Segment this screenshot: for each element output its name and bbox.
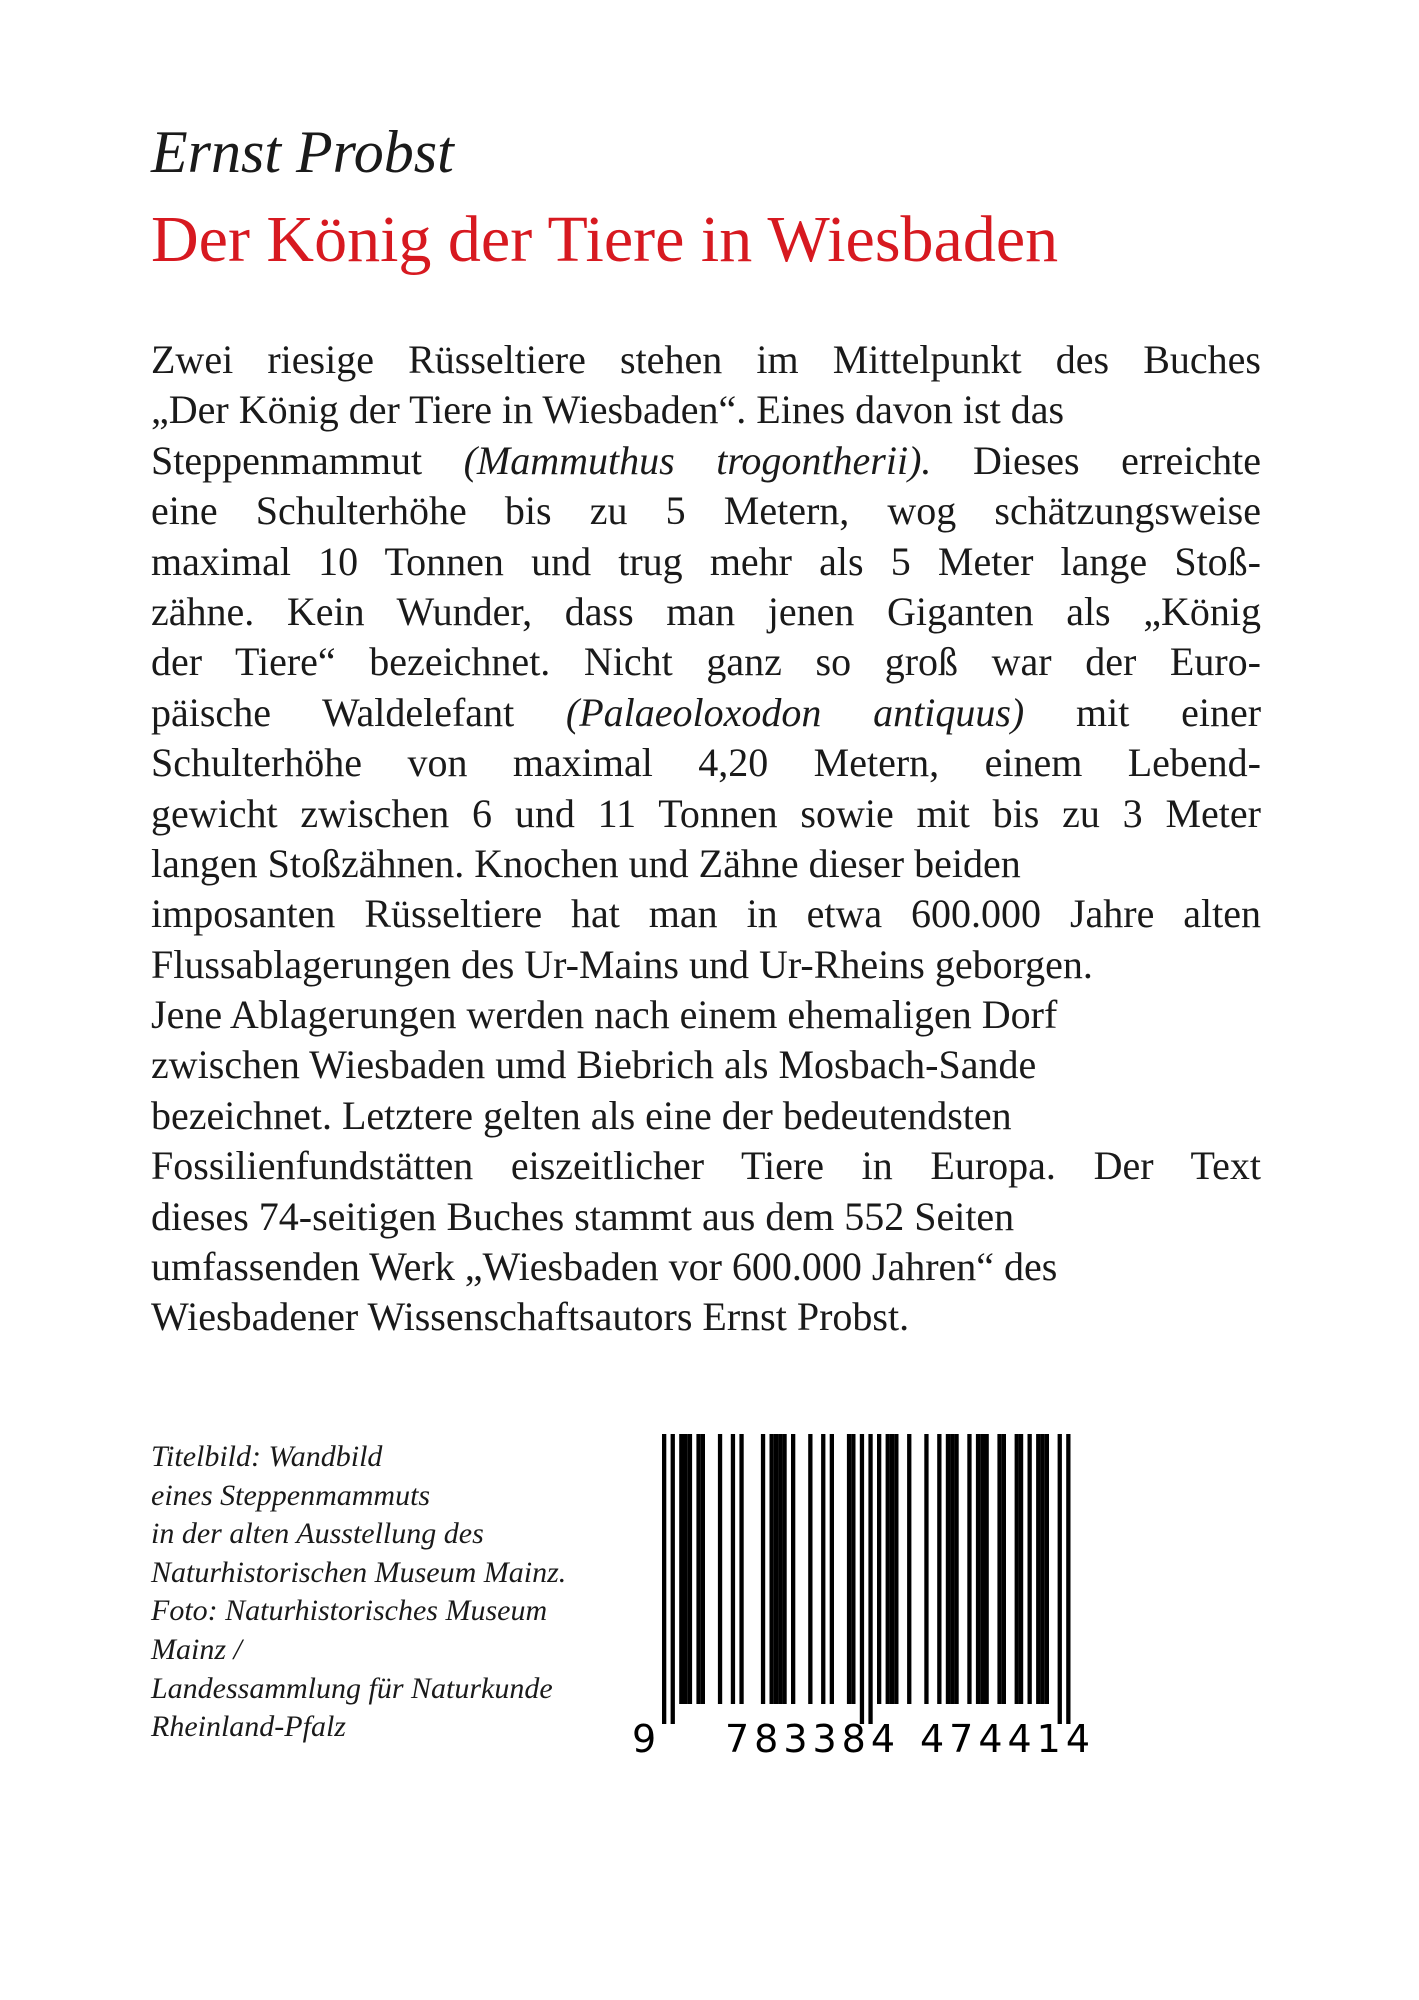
barcode-bar <box>1015 1434 1019 1704</box>
credit-line: Foto: Naturhistorisches Museum <box>151 1594 548 1628</box>
blurb-segment: Dieses erreichte <box>972 437 1261 483</box>
barcode-guard-bar <box>1066 1434 1070 1724</box>
credit-line: Naturhistorischen Museum Mainz. <box>151 1555 567 1589</box>
blurb-line: Flussablagerungen des Ur-Mains und Ur-Rheins geborgen. <box>151 941 1093 987</box>
blurb-line: eine Schulterhöhe bis zu 5 Metern, wog schätzungsweise <box>151 488 1261 534</box>
blurb-line: Schulterhöhe von maximal 4,20 Metern, einem Lebend- <box>151 740 1261 786</box>
barcode-bar <box>821 1434 825 1704</box>
barcode-bar <box>774 1434 778 1704</box>
barcode-bar <box>701 1434 705 1704</box>
barcode-bar <box>1019 1434 1023 1704</box>
barcode-bar <box>791 1434 795 1704</box>
blurb-segment: mit einer <box>1076 689 1262 735</box>
blurb-line: gewicht zwischen 6 und 11 Tonnen sowie mit bis zu 3 Meter <box>151 790 1261 836</box>
barcode-bar <box>937 1434 941 1704</box>
barcode-bar <box>890 1434 894 1704</box>
barcode-bar <box>851 1434 855 1704</box>
barcode-bar <box>950 1434 954 1704</box>
blurb-line: bezeichnet. Letztere gelten als eine der bedeutendsten <box>151 1092 1012 1138</box>
author-name: Ernst Probst <box>151 119 454 185</box>
barcode-bar <box>770 1434 774 1704</box>
barcode-lead-digit: 9 <box>632 1717 657 1760</box>
barcode-bar <box>808 1434 812 1704</box>
blurb-line: zähne. Kein Wunder, dass man jenen Giganten als „König <box>151 588 1261 634</box>
barcode-bar <box>782 1434 786 1704</box>
barcode-bar <box>1002 1434 1006 1704</box>
barcode-bar <box>761 1434 765 1704</box>
barcode-right-digits: 474414 <box>920 1717 1090 1760</box>
blurb-segment: päische Waldelefant <box>151 689 515 735</box>
blurb-line: Fossilienfundstätten eiszeitlicher Tiere in Europa. Der Text <box>151 1143 1261 1189</box>
blurb-line <box>151 688 1261 738</box>
blurb-line: Wiesbadener Wissenschaftsautors Ernst Probst. <box>151 1294 910 1340</box>
barcode-bars <box>662 1434 1071 1724</box>
credit-line: Mainz / <box>151 1632 242 1666</box>
barcode-bar <box>976 1434 980 1704</box>
barcode-bar <box>907 1434 911 1704</box>
blurb-segment: Steppenmammut <box>151 437 423 483</box>
species-name: (Palaeoloxodon antiquus) <box>565 689 1025 735</box>
barcode-guard-bar <box>860 1434 864 1724</box>
barcode-bar <box>997 1434 1001 1704</box>
credit-line: Titelbild: Wandbild <box>151 1440 383 1473</box>
blurb-line: langen Stoßzähnen. Knochen und Zähne dieser beiden <box>151 840 1021 886</box>
isbn-barcode <box>630 1430 1160 1760</box>
blurb-line: Zwei riesige Rüsseltiere stehen im Mittelpunkt des Buches <box>151 337 1261 382</box>
blurb-line: „Der König der Tiere in Wiesbaden“. Eines davon ist das <box>151 387 1065 433</box>
barcode-guard-bar <box>1058 1434 1062 1724</box>
barcode-bar <box>739 1434 743 1704</box>
blurb-text <box>151 335 1261 1343</box>
barcode-bar <box>886 1434 890 1704</box>
barcode-bar <box>830 1434 834 1704</box>
barcode-bar <box>1028 1434 1032 1704</box>
barcode-bar <box>688 1434 692 1704</box>
barcode-bar <box>954 1434 958 1704</box>
barcode-bar <box>980 1434 984 1704</box>
barcode-guard-bar <box>662 1434 666 1724</box>
barcode-left-digits: 783384 <box>725 1717 895 1760</box>
blurb-line: umfassenden Werk „Wiesbaden vor 600.000 Jahren“ des <box>151 1244 1058 1290</box>
blurb-line: maximal 10 Tonnen und trug mehr als 5 Meter lange Stoß- <box>151 538 1261 584</box>
blurb-line <box>151 436 1261 486</box>
barcode-bar <box>718 1434 722 1704</box>
blurb-line: der Tiere“ bezeichnet. Nicht ganz so groß war der Euro- <box>151 639 1261 685</box>
barcode-bar <box>1036 1434 1040 1704</box>
credit-line: Landessammlung für Naturkunde <box>151 1671 553 1705</box>
barcode-bar <box>684 1434 688 1704</box>
book-title: Der König der Tiere in Wiesbaden <box>151 203 1059 276</box>
blurb-line: Jene Ablagerungen werden nach einem ehemaligen Dorf <box>151 992 1058 1038</box>
credit-line: eines Steppenmammuts <box>151 1478 431 1512</box>
barcode-bar <box>894 1434 898 1704</box>
barcode-bar <box>985 1434 989 1704</box>
credit-line: Rheinland-Pfalz <box>151 1710 346 1744</box>
species-name: (Mammuthus trogontherii). <box>463 437 932 483</box>
barcode-guard-bar <box>868 1434 872 1724</box>
blurb-line: dieses 74-seitigen Buches stammt aus dem 552 Seiten <box>151 1193 1015 1239</box>
credit-line: in der alten Ausstellung des <box>151 1517 484 1551</box>
barcode-graphic <box>630 1430 1160 1760</box>
barcode-bar <box>967 1434 971 1704</box>
barcode-bar <box>1045 1434 1049 1704</box>
barcode-bar <box>946 1434 950 1704</box>
barcode-bar <box>731 1434 735 1704</box>
barcode-guard-bar <box>671 1434 675 1724</box>
barcode-bar <box>679 1434 683 1704</box>
blurb-line: zwischen Wiesbaden umd Biebrich als Mosbach-Sande <box>151 1042 1037 1088</box>
barcode-bar <box>924 1434 928 1704</box>
barcode-bar <box>778 1434 782 1704</box>
barcode-bar <box>1040 1434 1044 1704</box>
image-credits <box>151 1438 591 1747</box>
barcode-bar <box>696 1434 700 1704</box>
blurb-line: imposanten Rüsseltiere hat man in etwa 600.000 Jahre alten <box>151 891 1261 937</box>
barcode-bar <box>877 1434 881 1704</box>
barcode-bar <box>847 1434 851 1704</box>
